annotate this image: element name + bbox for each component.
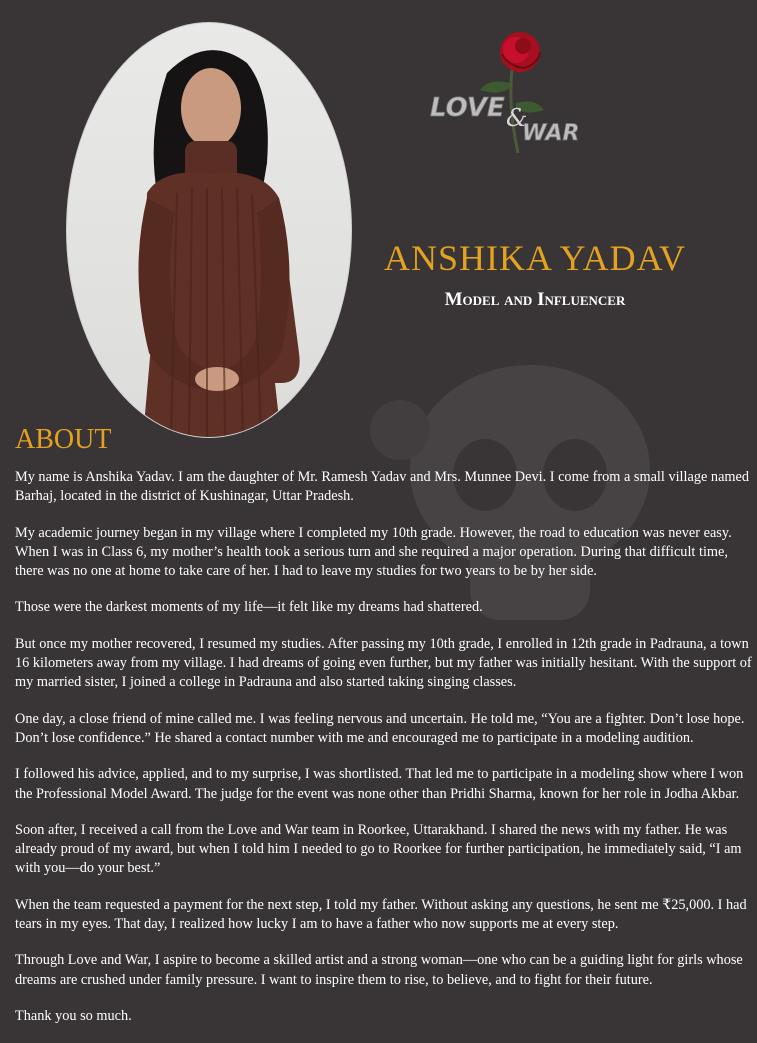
about-paragraph: I followed his advice, applied, and to my surprise, I was shortlisted. That led me to participate in a modeling show where I won the Professional Model Award. The judge for the event was none other than Pridhi Sharma, known for her role in Jodha Akbar. — [15, 766, 744, 802]
profile-portrait — [66, 22, 352, 438]
about-paragraph: Soon after, I received a call from the Love and War team in Roorkee, Uttarakhand. I shared the news with my father. He was already proud of my award, but when I told him I needed to go to Roorkee for further participation, he immediately said, “I am with you—do your best.” — [15, 821, 742, 877]
about-paragraph: But once my mother recovered, I resumed my studies. After passing my 10th grade, I enrolled in 12th grade in Padrauna, a town 16 kilometers away from my village. I had dreams of going even further, but my father was initially hesitant. With the support of my married sister, I joined a college in Padrauna and also started taking singing classes. — [15, 635, 752, 691]
svg-text:WAR: WAR — [522, 121, 580, 146]
about-paragraph: My name is Anshika Yadav. I am the daughter of Mr. Ramesh Yadav and Mrs. Munnee Devi. I come from a small village named Barhaj, located in the district of Kushinagar, Uttar Pradesh. — [15, 469, 750, 505]
about-paragraph: When the team requested a payment for the next step, I told my father. Without asking any questions, he sent me ₹25,000. I had tears in my eyes. That day, I realized how lucky I am to have a father who now supports me at every step. — [15, 896, 747, 933]
profile-name: ANSHIKA YADAV — [383, 238, 687, 278]
svg-text:&: & — [506, 104, 528, 132]
profile-role: Model and Influencer — [444, 289, 626, 310]
about-body — [15, 468, 755, 1043]
about-paragraph: One day, a close friend of mine called me. I was feeling nervous and uncertain. He told me, “You are a fighter. Don’t lose hope. Don’t lose confidence.” He shared a contact number with me and encouraged me to participate in a modeling audition. — [15, 710, 745, 746]
about-paragraph: My academic journey began in my village where I completed my 10th grade. However, the road to education was never easy. When I was in Class 6, my mother’s health took a serious turn and she required a major operation. During that difficult time, there was no one at home to take care of her. I had to leave my studies for two years to be by her side. — [15, 524, 732, 580]
about-paragraph: Thank you so much. — [15, 1007, 132, 1024]
portrait-image — [67, 23, 351, 437]
about-paragraph: Through Love and War, I aspire to become a skilled artist and a strong woman—one who can be a guiding light for girls whose dreams are crushed under family pressure. I want to inspire them to rise, to believe, and to fight for their future. — [15, 952, 743, 988]
about-paragraph: Those were the darkest moments of my life—it felt like my dreams had shattered. — [15, 599, 483, 616]
about-heading: ABOUT — [15, 424, 112, 455]
love-and-war-logo — [428, 28, 598, 158]
svg-text:LOVE: LOVE — [430, 93, 505, 123]
